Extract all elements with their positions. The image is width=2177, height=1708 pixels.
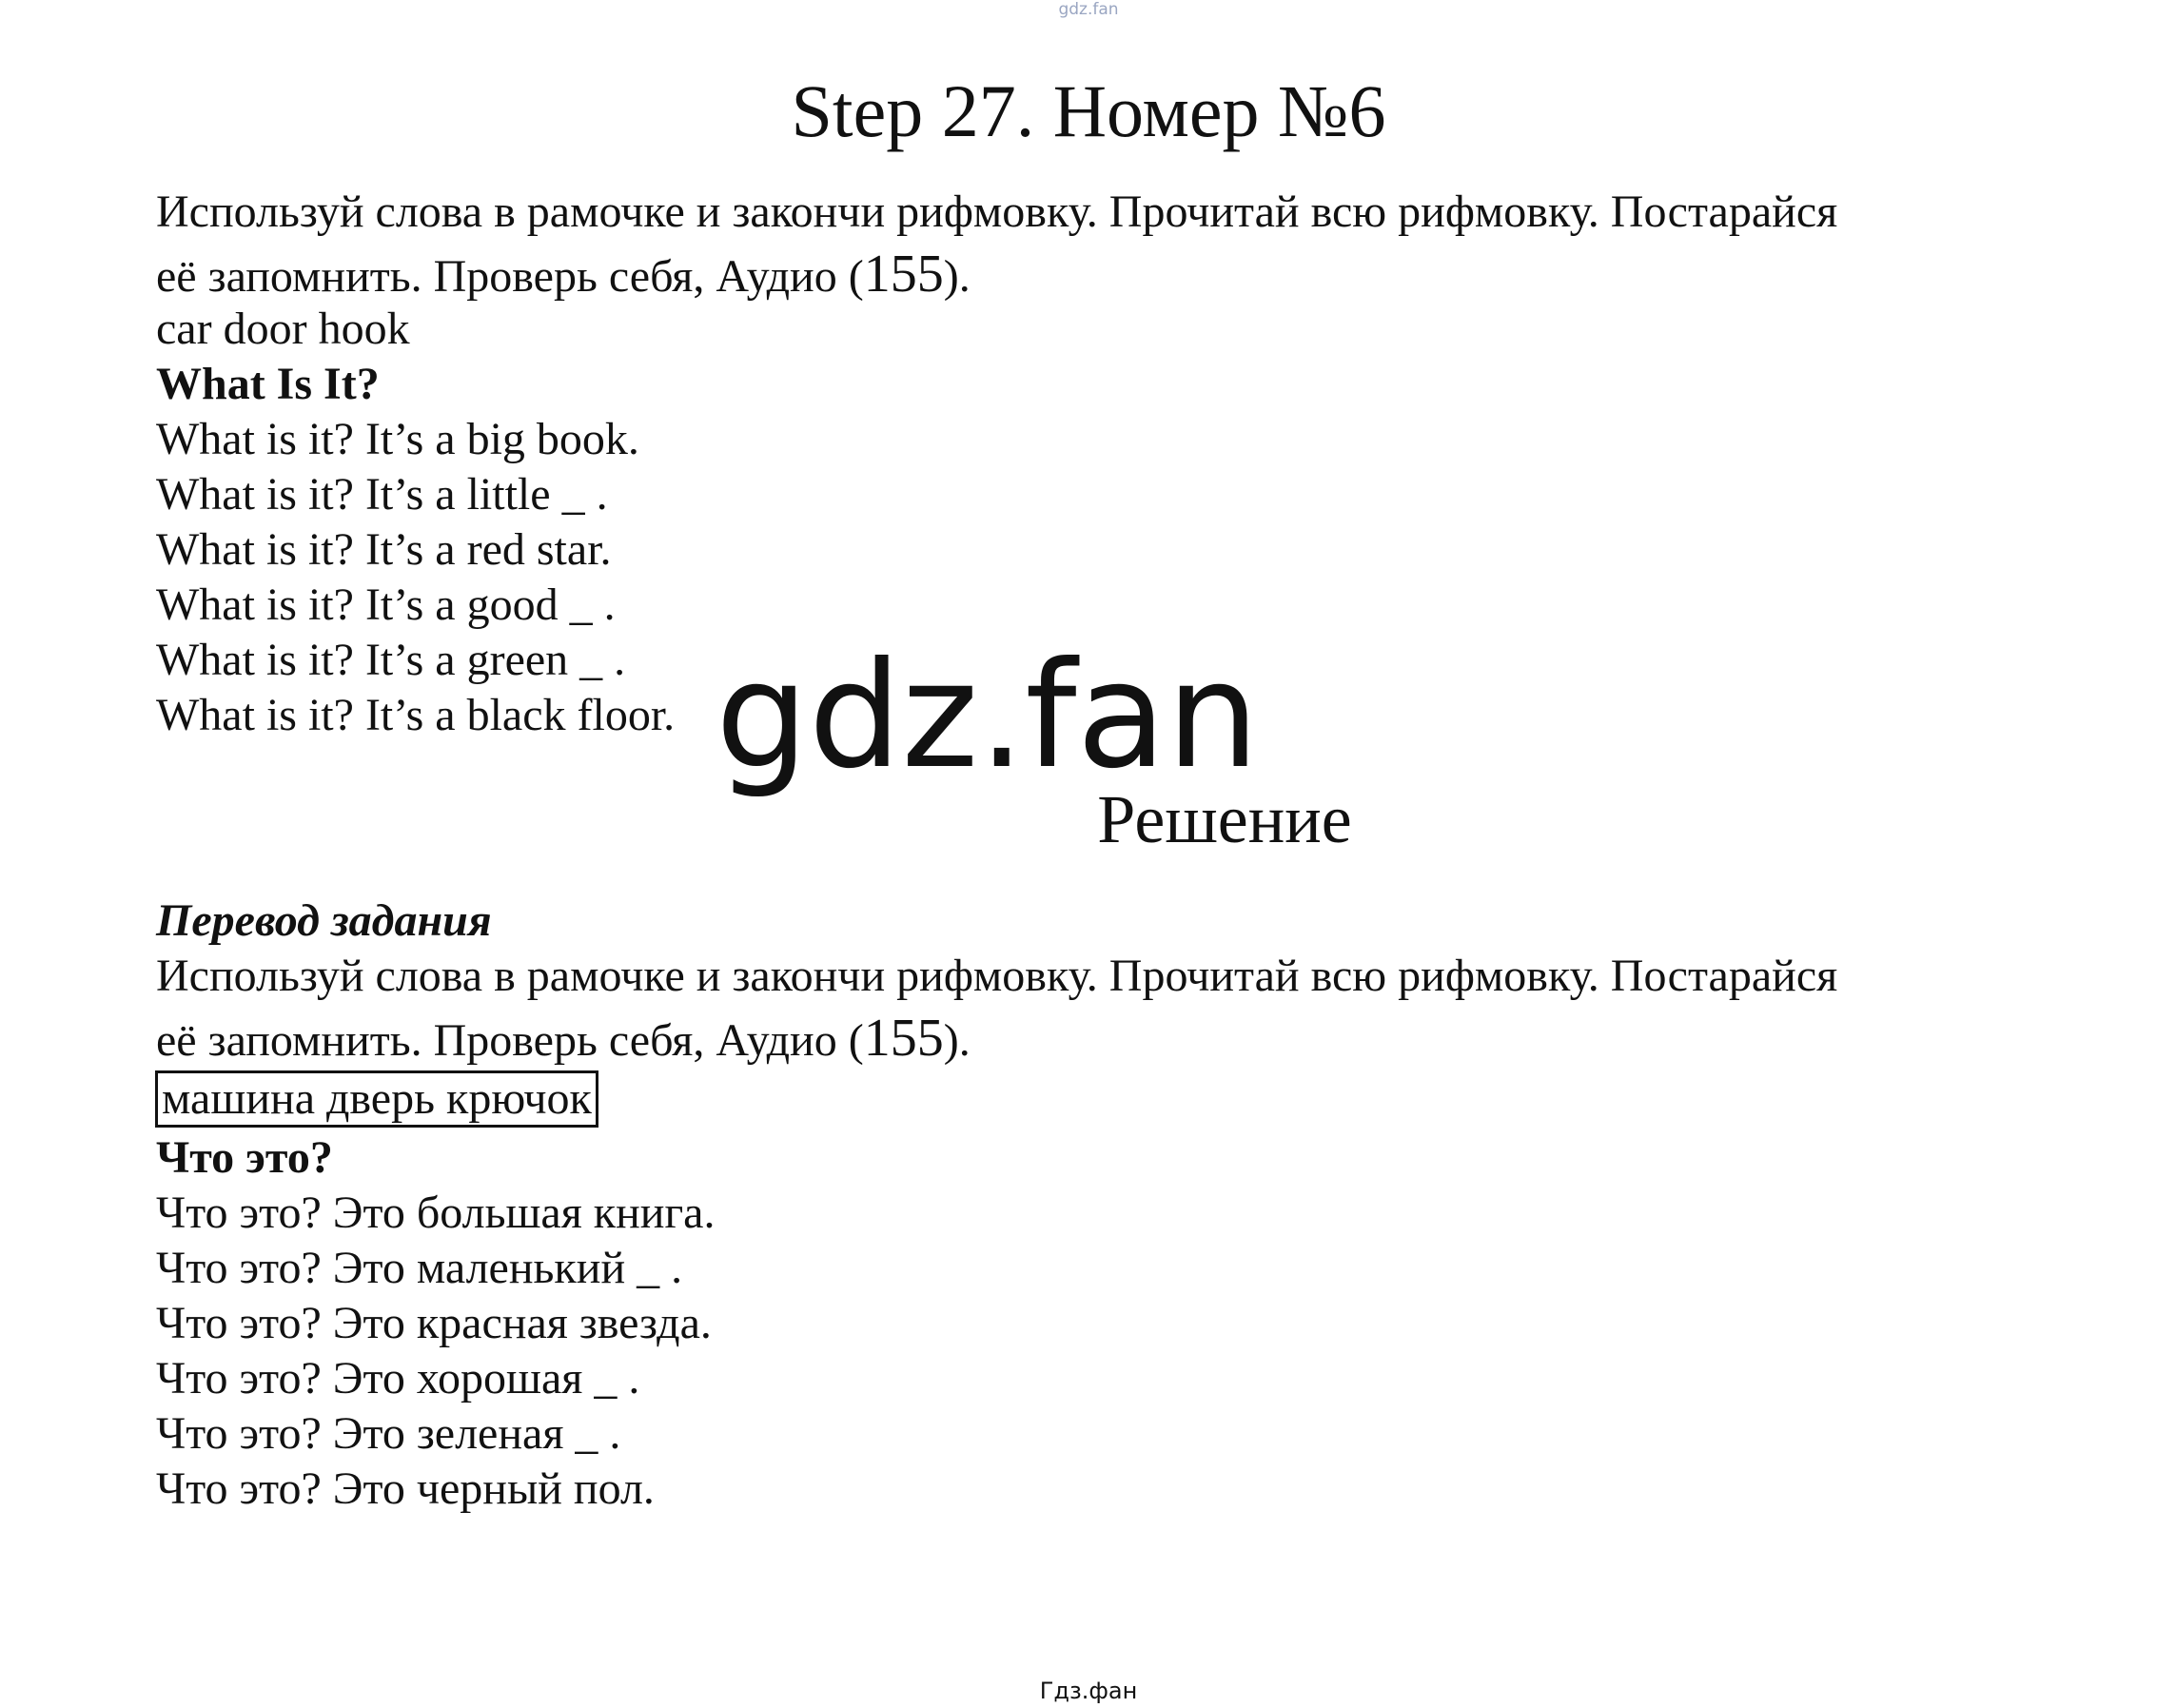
audio-number: 155	[863, 245, 944, 304]
translation-poem-line: Что это? Это черный пол.	[156, 1463, 655, 1514]
translation-poem-line: Что это? Это хорошая _ .	[156, 1353, 640, 1404]
translation-instruction-line1: Используй слова в рамочке и закончи рифмовку. Прочитай всю рифмовку. Постарайся	[156, 951, 1838, 1001]
poem-line: What is it? It’s a black floor.	[156, 690, 676, 740]
poem-line: What is it? It’s a big book.	[156, 414, 639, 464]
word-box-words: car door hook	[156, 304, 410, 354]
poem-title: What Is It?	[156, 359, 380, 409]
task-instruction-line1: Используй слова в рамочке и закончи рифмовку. Прочитай всю рифмовку. Постарайся	[156, 187, 1838, 237]
translation-instruction-end: ).	[943, 1015, 971, 1066]
poem-line: What is it? It’s a green _ .	[156, 635, 626, 685]
translation-poem-line: Что это? Это красная звезда.	[156, 1298, 712, 1348]
translation-poem-line: Что это? Это большая книга.	[156, 1188, 716, 1238]
translation-instruction-text: её запомнить. Проверь себя, Аудио (	[156, 1015, 864, 1066]
poem-line: What is it? It’s a good _ .	[156, 579, 616, 630]
poem-line: What is it? It’s a little _ .	[156, 469, 608, 520]
solution-label	[0, 779, 2177, 859]
word-box-translation: машина дверь крючок	[155, 1070, 598, 1128]
translation-poem-line: Что это? Это зеленая _ .	[156, 1408, 621, 1459]
translation-poem-title: Что это?	[156, 1132, 333, 1183]
top-watermark: gdz.fan	[1058, 0, 1119, 19]
poem-line: What is it? It’s a red star.	[156, 524, 612, 575]
task-instruction-line2	[156, 246, 971, 304]
translation-instruction-line2	[156, 1011, 971, 1069]
center-watermark: gdz.fan	[716, 631, 1260, 801]
task-instruction-end: ).	[943, 251, 971, 302]
task-instruction-text: её запомнить. Проверь себя, Аудио (	[156, 251, 864, 302]
translation-poem-line: Что это? Это маленький _ .	[156, 1243, 683, 1293]
page-title: Step 27. Номер №6	[791, 69, 1386, 152]
audio-number: 155	[863, 1009, 944, 1068]
solution-label-text: Решение	[1097, 781, 1352, 857]
translation-heading: Перевод задания	[156, 895, 492, 946]
footer-watermark: Гдз.фан	[1039, 1678, 1138, 1704]
